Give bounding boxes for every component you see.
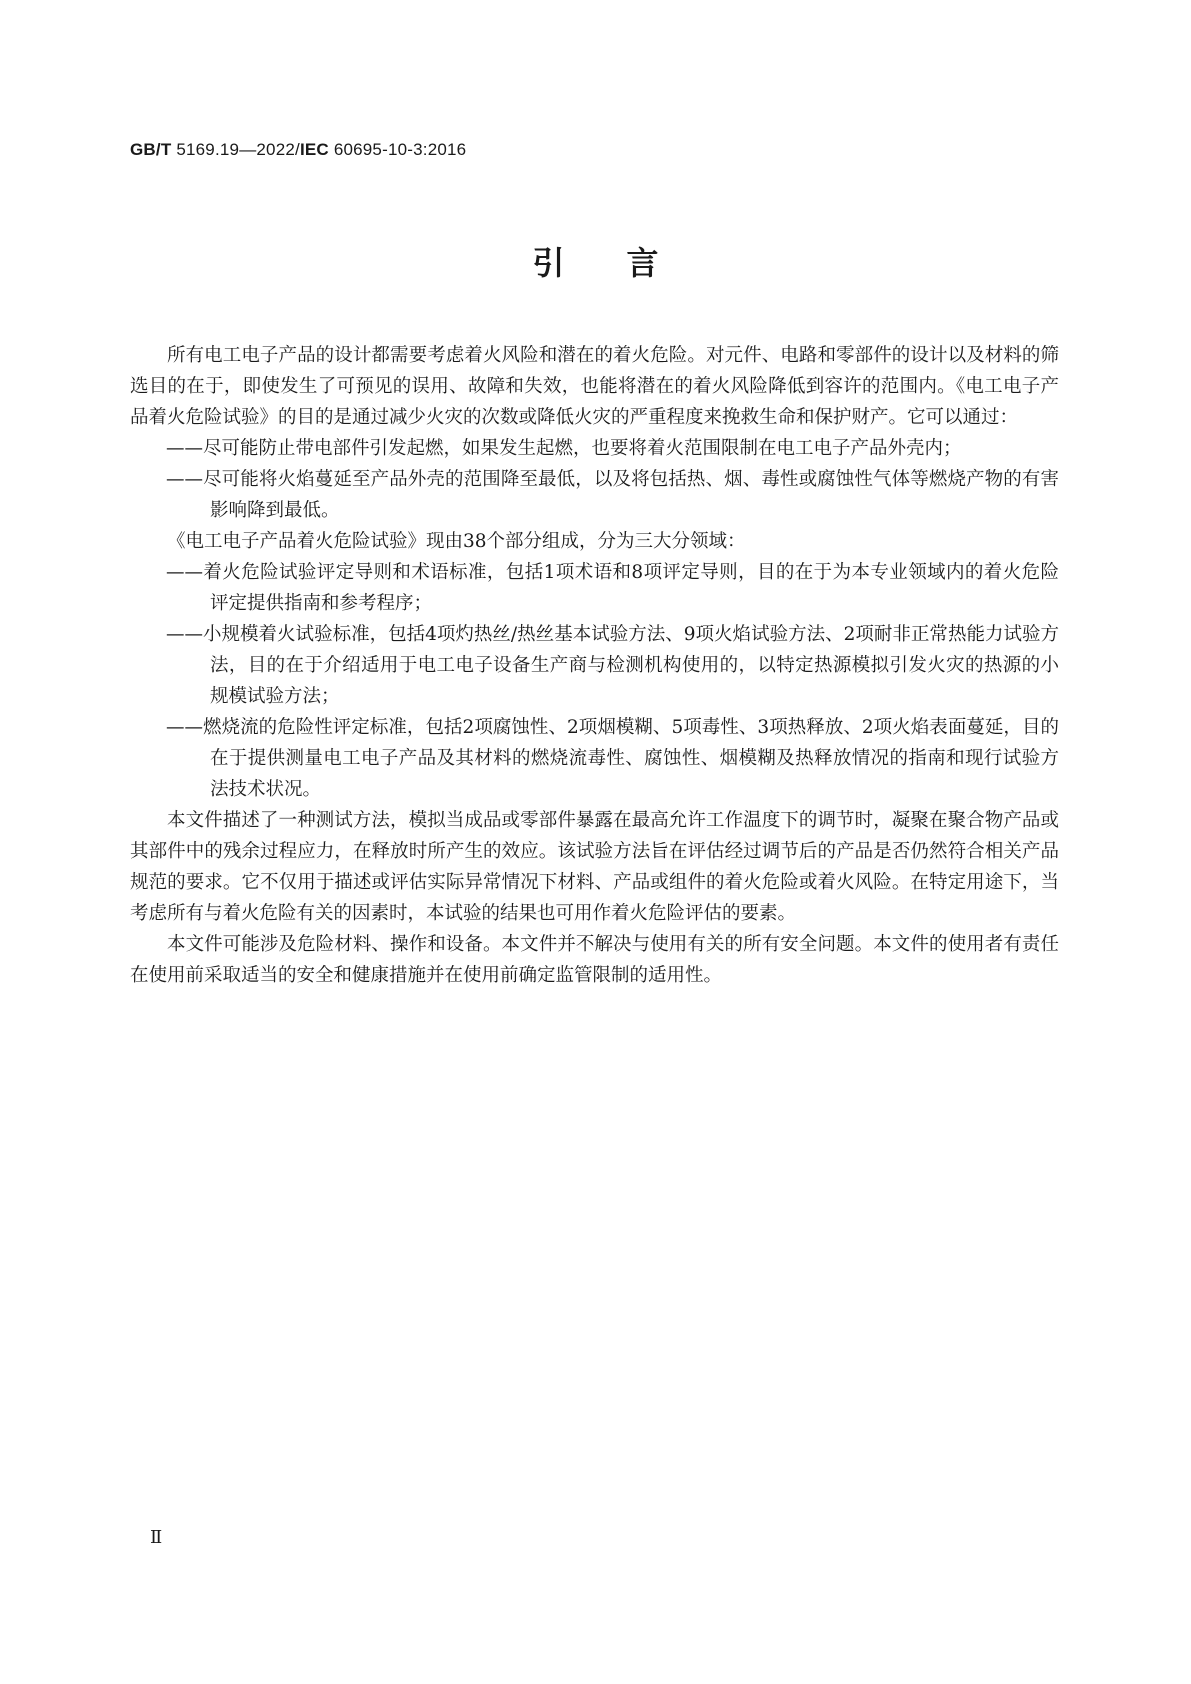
list-item-small-scale-tests: ——小规模着火试验标准，包括4项灼热丝/热丝基本试验方法、9项火焰试验方法、2项耐非正常热能力试验方法，目的在于介绍适用于电工电子设备生产商与检测机构使用的，以特定热源模拟引发火灾的热源的小规模试验方法； — [166, 624, 1059, 707]
list-item-prevent-ignition: ——尽可能防止带电部件引发起燃，如果发生起燃，也要将着火范围限制在电工电子产品外壳内； — [166, 438, 962, 459]
page-number: Ⅱ — [150, 1527, 163, 1547]
introduction-body — [130, 340, 1059, 991]
iec-code-prefix: IEC — [299, 140, 329, 159]
paragraph-test-method: 本文件描述了一种测试方法，模拟当成品或零部件暴露在最高允许工作温度下的调节时，凝聚在聚合物产品或其部件中的残余过程应力，在释放时所产生的效应。该试验方法旨在评估经过调节后的产品是否仍然符合相关产品规范的要求。它不仅用于描述或评估实际异常情况下材料、产品或组件的着火危险或着火风险。在特定用途下，当考虑所有与着火危险有关的因素时，本试验的结果也可用作着火危险评估的要素。 — [130, 810, 1059, 924]
list-item-guidance-terminology: ——着火危险试验评定导则和术语标准，包括1项术语和8项评定导则，目的在于为本专业领域内的着火危险评定提供指南和参考程序； — [166, 562, 1059, 614]
paragraph-fire-risk-overview: 所有电工电子产品的设计都需要考虑着火风险和潜在的着火危险。对元件、电路和零部件的设计以及材料的筛选目的在于，即使发生了可预见的误用、故障和失效，也能将潜在的着火风险降低到容许的范围内。《电工电子产品着火危险试验》的目的是通过减少火灾的次数或降低火灾的严重程度来挽救生命和保护财产。它可以通过： — [130, 345, 1059, 428]
page-title: 引言 — [532, 244, 721, 282]
paragraph-series-structure: 《电工电子产品着火危险试验》现由38个部分组成，分为三大分领域： — [167, 531, 746, 552]
standard-code-number: 5169.19—2022/ — [171, 140, 300, 159]
iec-code-number: 60695-10-3:2016 — [328, 140, 467, 159]
list-item-minimize-spread: ——尽可能将火焰蔓延至产品外壳的范围降至最低，以及将包括热、烟、毒性或腐蚀性气体等燃烧产物的有害影响降到最低。 — [166, 469, 1059, 521]
paragraph-safety-notice: 本文件可能涉及危险材料、操作和设备。本文件并不解决与使用有关的所有安全问题。本文件的使用者有责任在使用前采取适当的安全和健康措施并在使用前确定监管限制的适用性。 — [130, 934, 1059, 986]
standard-code-prefix: GB/T — [130, 140, 172, 159]
list-item-fire-effluent: ——燃烧流的危险性评定标准，包括2项腐蚀性、2项烟模糊、5项毒性、3项热释放、2项火焰表面蔓延，目的在于提供测量电工电子产品及其材料的燃烧流毒性、腐蚀性、烟模糊及热释放情况的指南和现行试验方法技术状况。 — [166, 717, 1059, 800]
document-header — [130, 140, 466, 160]
